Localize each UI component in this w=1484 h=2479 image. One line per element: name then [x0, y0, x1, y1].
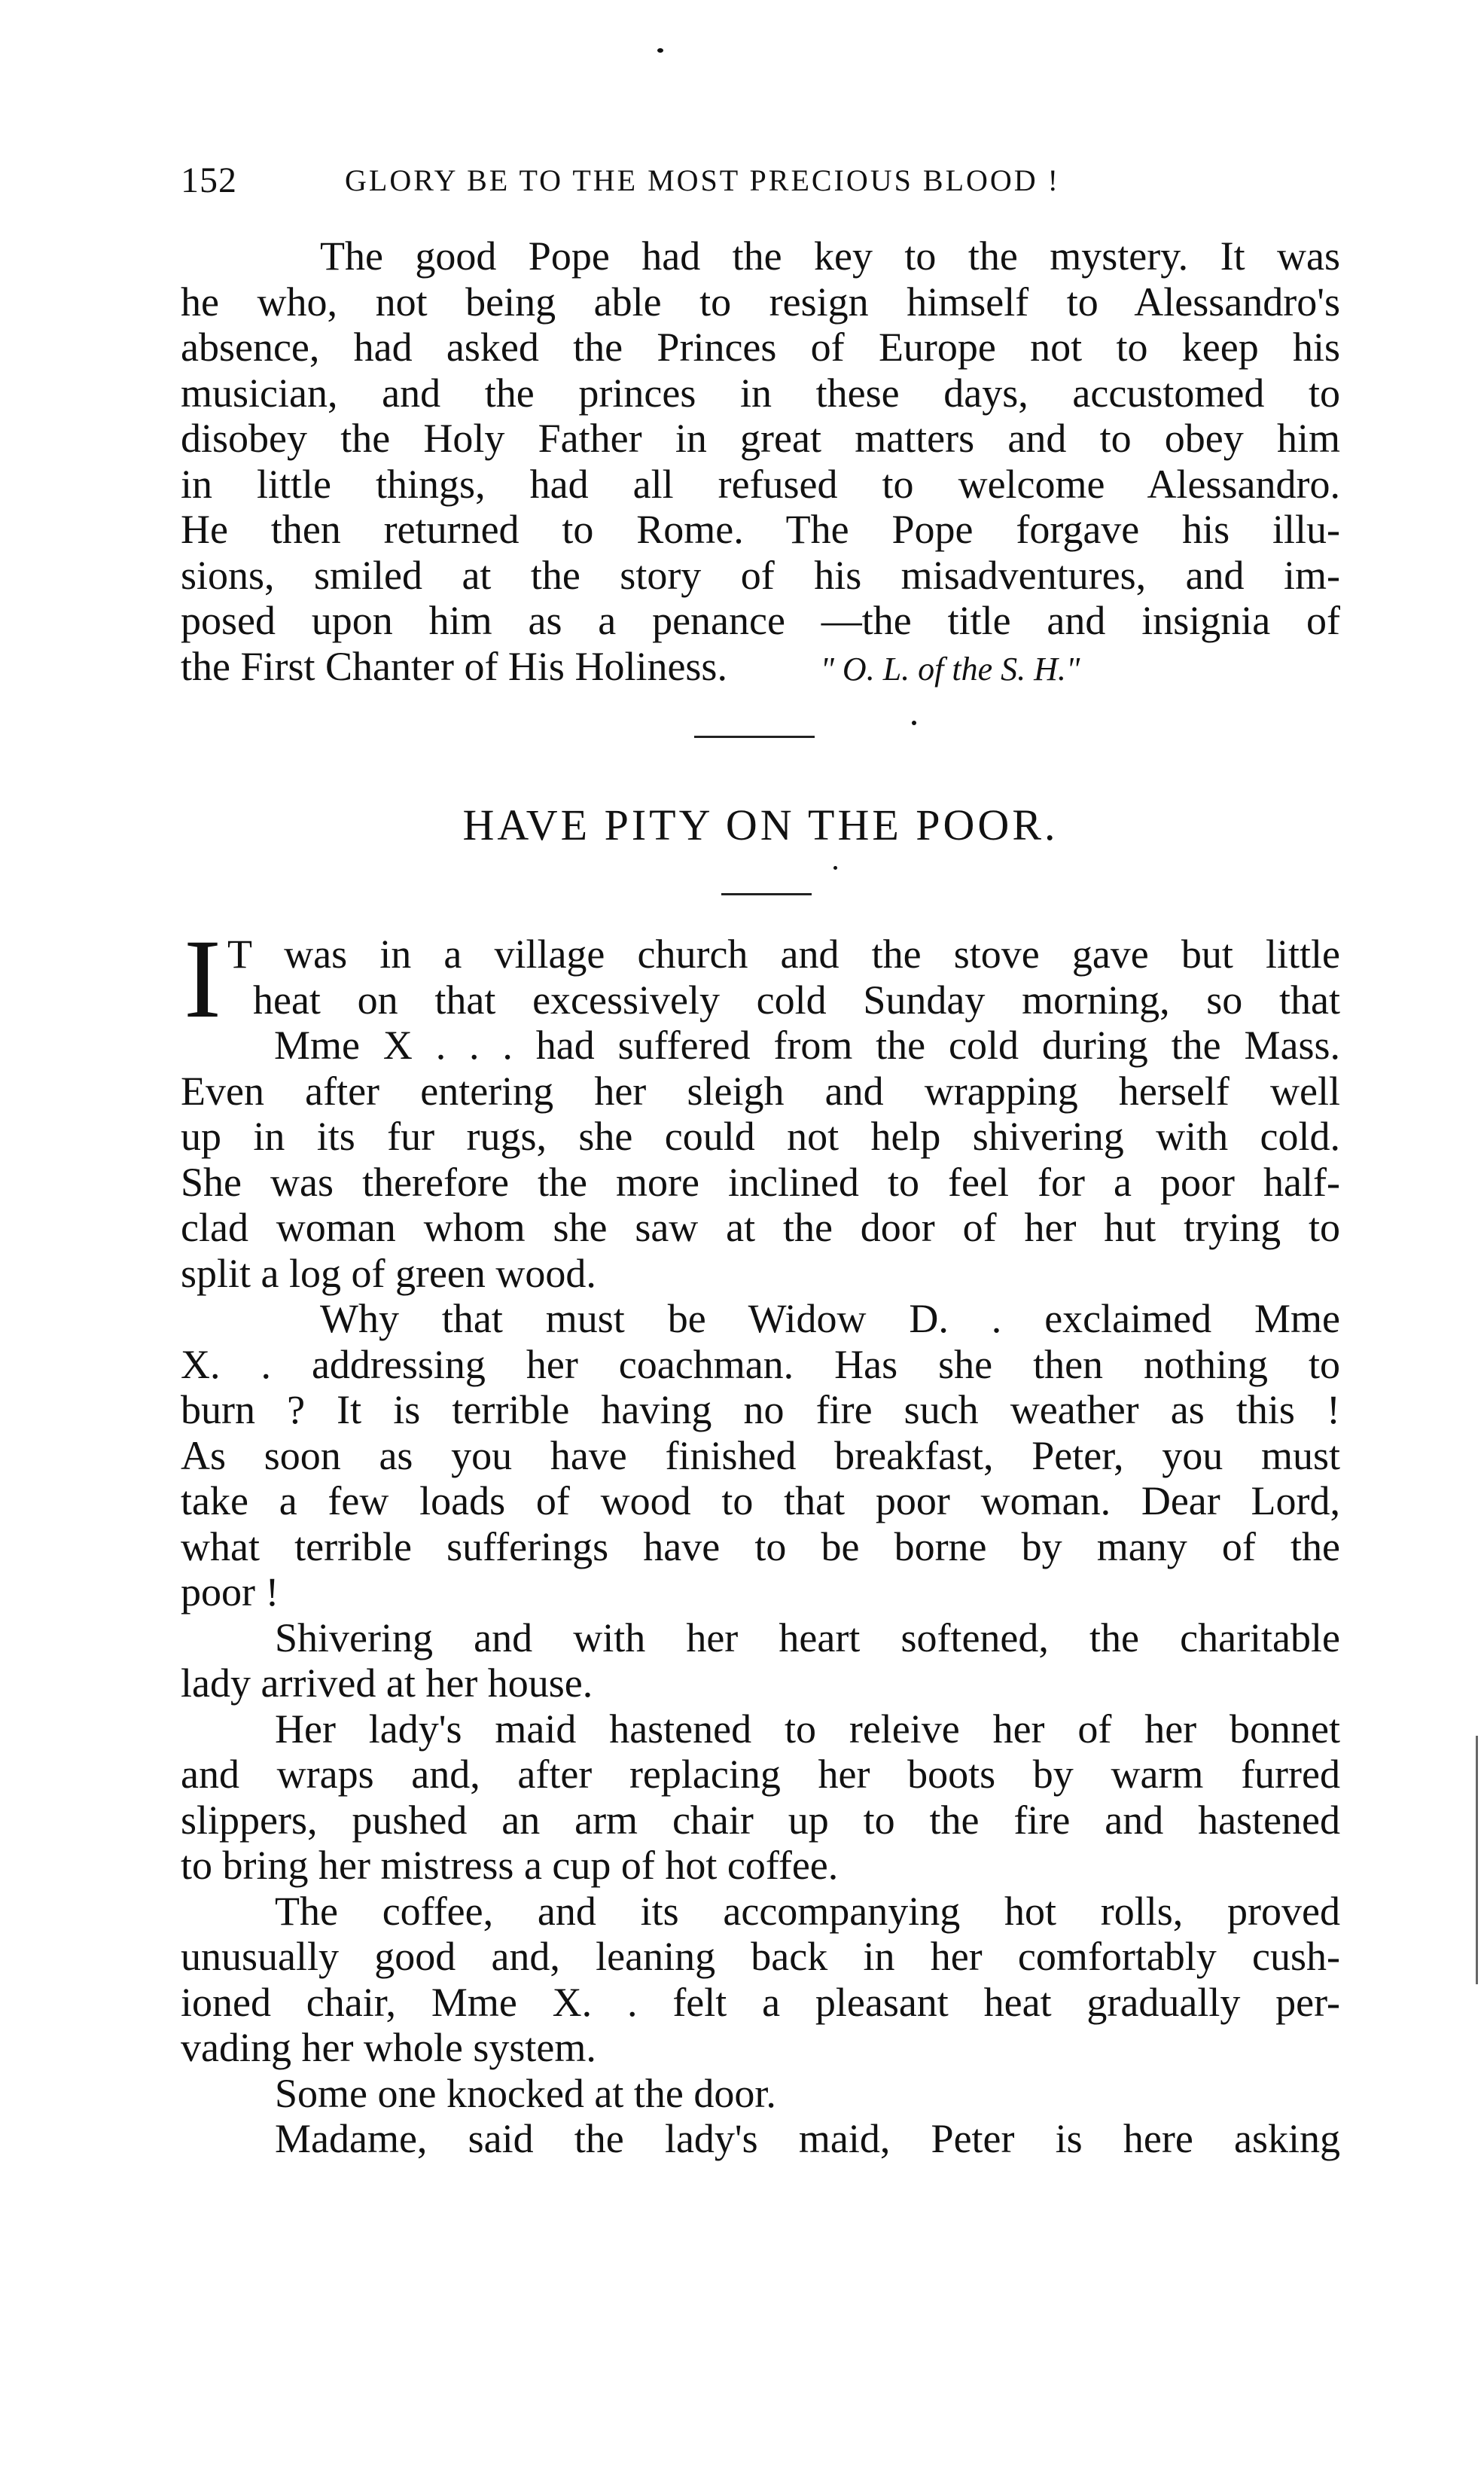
text-line: musician, and the princes in these days, accustomed to: [181, 370, 1340, 416]
text-line: X. . addressing her coachman. Has she then nothing to: [181, 1341, 1340, 1387]
text-line: he who, not being able to resign himself to Alessandro's: [181, 279, 1340, 325]
final-sentence: the First Chanter of His Holiness.: [181, 643, 727, 689]
running-title: GLORY BE TO THE MOST PRECIOUS BLOOD !: [345, 163, 1060, 197]
page-number: 152: [181, 160, 237, 200]
text-line: T was in a village church and the stove gave but little: [227, 932, 1340, 977]
text-line: ioned chair, Mme X. . felt a pleasant heat gradually per-: [181, 1979, 1340, 2025]
section-divider: [694, 736, 815, 738]
text-line: clad woman whom she saw at the door of her hut trying to: [181, 1205, 1340, 1250]
previous-article-text: [181, 233, 1340, 689]
text-line: in little things, had all refused to welcome Alessandro.: [181, 461, 1340, 507]
text-line: and wraps and, after replacing her boots by warm furred: [181, 1752, 1340, 1797]
text-line: The coffee, and its accompanying hot rolls, proved: [275, 1888, 1340, 1934]
text-line: lady arrived at her house.: [181, 1660, 593, 1706]
text-line: Why that must be Widow D. . exclaimed Mme: [320, 1296, 1340, 1341]
text-line: absence, had asked the Princes of Europe not to keep his: [181, 325, 1340, 370]
text-line: burn ? It is terrible having no fire such weather as this !: [181, 1387, 1340, 1432]
text-line: The good Pope had the key to the mystery. It was: [320, 233, 1340, 279]
drop-cap: I: [184, 916, 221, 1041]
text-line: Shivering and with her heart softened, the charitable: [275, 1615, 1340, 1660]
article-body: [181, 932, 1340, 2162]
ink-speck: [912, 721, 916, 725]
text-line: As soon as you have finished breakfast, Peter, you must: [181, 1432, 1340, 1478]
article-title: HAVE PITY ON THE POOR.: [462, 800, 1059, 849]
text-line: poor !: [181, 1569, 279, 1615]
article-signature: " O. L. of the S. H.": [820, 650, 1080, 688]
text-line: [181, 644, 1340, 690]
text-line: Some one knocked at the door.: [275, 2070, 776, 2116]
text-line: split a log of green wood.: [181, 1250, 596, 1296]
text-line: He then returned to Rome. The Pope forgave his illu-: [181, 507, 1340, 552]
text-line: slippers, pushed an arm chair up to the fire and hastened: [181, 1797, 1340, 1843]
margin-scan-mark: [1476, 1736, 1478, 1984]
text-line: disobey the Holy Father in great matters and to obey him: [181, 416, 1340, 461]
text-line: posed upon him as a penance —the title and insignia of: [181, 598, 1340, 643]
text-line: Even after entering her sleigh and wrapping herself well: [181, 1068, 1340, 1114]
text-line: sions, smiled at the story of his misadventures, and im-: [181, 552, 1340, 598]
text-line: Her lady's maid hastened to releive her of her bonnet: [275, 1706, 1340, 1752]
text-line: Mme X . . . had suffered from the cold during the Mass.: [274, 1023, 1340, 1068]
text-line: to bring her mistress a cup of hot coffee.: [181, 1843, 839, 1888]
running-header: [181, 160, 1280, 205]
text-line: vading her whole system.: [181, 2025, 596, 2070]
title-underline: [721, 893, 812, 895]
text-line: She was therefore the more inclined to feel for a poor half-: [181, 1159, 1340, 1205]
text-line: unusually good and, leaning back in her comfortably cush-: [181, 1934, 1340, 1979]
ink-speck: [657, 48, 663, 53]
text-line: Madame, said the lady's maid, Peter is here asking: [275, 2116, 1340, 2161]
text-line: heat on that excessively cold Sunday morning, so that: [253, 977, 1340, 1023]
text-line: up in its fur rugs, she could not help shivering with cold.: [181, 1114, 1340, 1159]
text-line: what terrible sufferings have to be borne by many of the: [181, 1523, 1340, 1569]
text-line: take a few loads of wood to that poor woman. Dear Lord,: [181, 1478, 1340, 1523]
ink-speck: [833, 866, 837, 870]
